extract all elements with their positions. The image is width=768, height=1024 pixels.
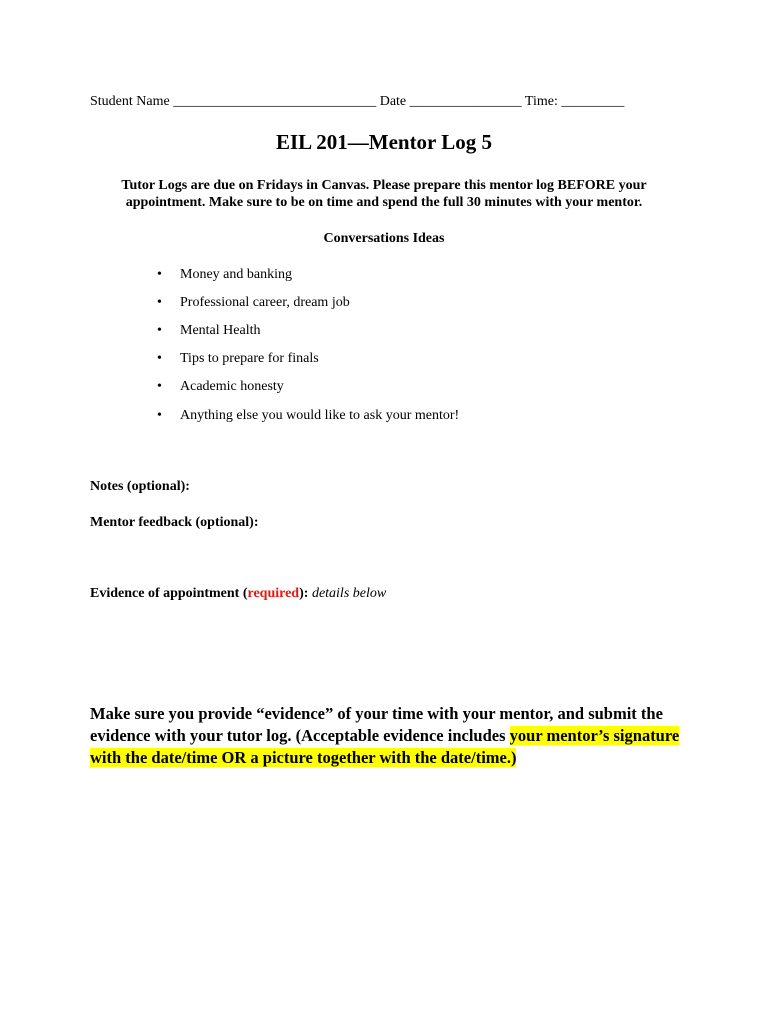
list-item-text: Anything else you would like to ask your mentor! [180,408,460,423]
bullet-icon: • [157,408,162,423]
bullet-icon: • [157,351,162,366]
required-tag: required [247,586,300,601]
evidence-label [90,586,386,602]
instructions-paragraph: Tutor Logs are due on Fridays in Canvas. Please prepare this mentor log BEFORE your appointment. Make sure to be on time and spend the full 30 minutes with your mentor. [121,178,647,210]
list-item-text: Academic honesty [180,379,284,394]
page-title: EIL 201—Mentor Log 5 [275,130,493,154]
list-item-text: Mental Health [180,323,261,338]
bullet-icon: • [157,379,162,394]
bullet-icon: • [157,295,162,310]
bullet-icon: • [157,323,162,338]
list-item [153,294,459,322]
list-item [153,407,459,435]
list-item [153,266,459,294]
closing-highlighted-text: your mentor’s signature with the date/time OR a picture together with the date/time.) [90,726,680,767]
evidence-suffix: ): [299,586,309,601]
mentor-feedback-label: Mentor feedback (optional): [90,515,259,530]
header-fields [90,94,624,110]
list-item [153,350,459,378]
closing-paragraph [90,703,685,769]
date-label: Date ________________ [379,94,522,109]
list-item-text: Tips to prepare for finals [180,351,319,366]
evidence-prefix: Evidence of appointment ( [90,586,248,601]
time-label: Time: _________ [524,94,625,109]
list-item-text: Money and banking [180,267,292,282]
bullet-icon: • [157,267,162,282]
ideas-heading: Conversations Ideas [323,231,445,246]
evidence-details: details below [311,586,387,601]
list-item [153,378,459,406]
student-name-label: Student Name _____________________________ [90,94,377,109]
list-item [153,322,459,350]
list-item-text: Professional career, dream job [180,295,350,310]
ideas-list [153,266,459,435]
closing-text: Make sure you provide “evidence” of your time with your mentor, and submit the evidence with your tutor log. (Acceptable evidence includes [90,704,663,745]
notes-label: Notes (optional): [90,479,190,494]
